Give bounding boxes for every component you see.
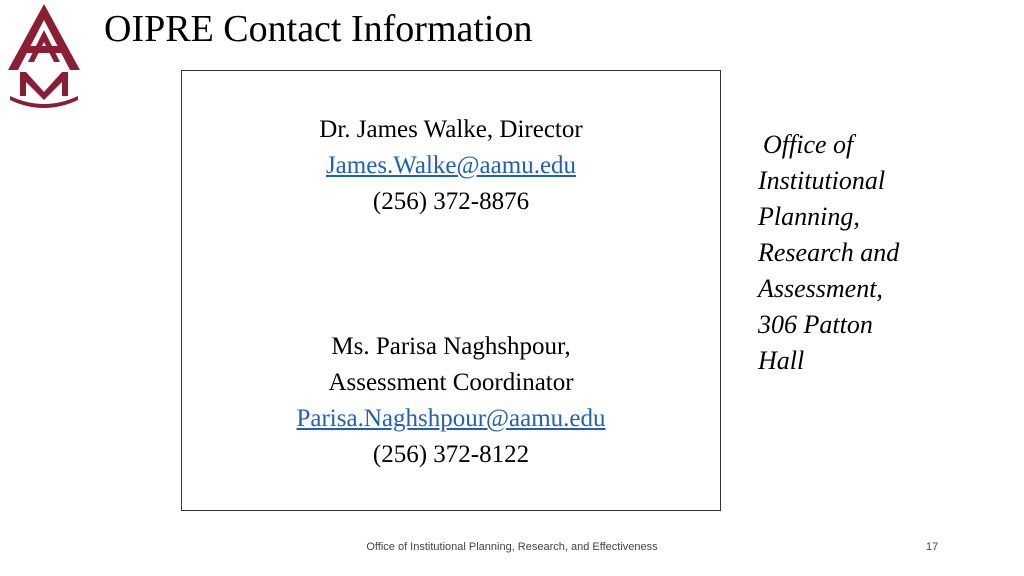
director-phone: (256) 372-8876 bbox=[372, 188, 530, 215]
office-address bbox=[758, 127, 968, 379]
office-line: Planning, bbox=[758, 202, 860, 231]
aamu-logo bbox=[0, 0, 88, 116]
director-email-link[interactable]: James.Walke@aamu.edu bbox=[325, 152, 577, 179]
page-number: 17 bbox=[926, 541, 939, 553]
contact-director bbox=[182, 112, 720, 220]
office-line: Institutional bbox=[758, 166, 886, 195]
coordinator-email-link[interactable]: Parisa.Naghshpour@aamu.edu bbox=[296, 405, 606, 432]
coordinator-phone: (256) 372-8122 bbox=[372, 441, 530, 468]
office-line: Assessment, bbox=[758, 274, 883, 303]
footer-text: Office of Institutional Planning, Research, and Effectiveness bbox=[366, 541, 658, 553]
office-line: Office of bbox=[763, 130, 854, 159]
office-line: Research and bbox=[758, 238, 900, 267]
office-line: 306 Patton bbox=[758, 310, 873, 339]
director-name: Dr. James Walke, Director bbox=[319, 116, 583, 143]
page-title: OIPRE Contact Information bbox=[104, 8, 533, 50]
contact-coordinator bbox=[182, 329, 720, 473]
coordinator-name: Ms. Parisa Naghshpour, bbox=[331, 333, 571, 360]
office-line: Hall bbox=[758, 346, 805, 375]
contact-box bbox=[181, 70, 721, 511]
coordinator-title: Assessment Coordinator bbox=[328, 369, 574, 396]
